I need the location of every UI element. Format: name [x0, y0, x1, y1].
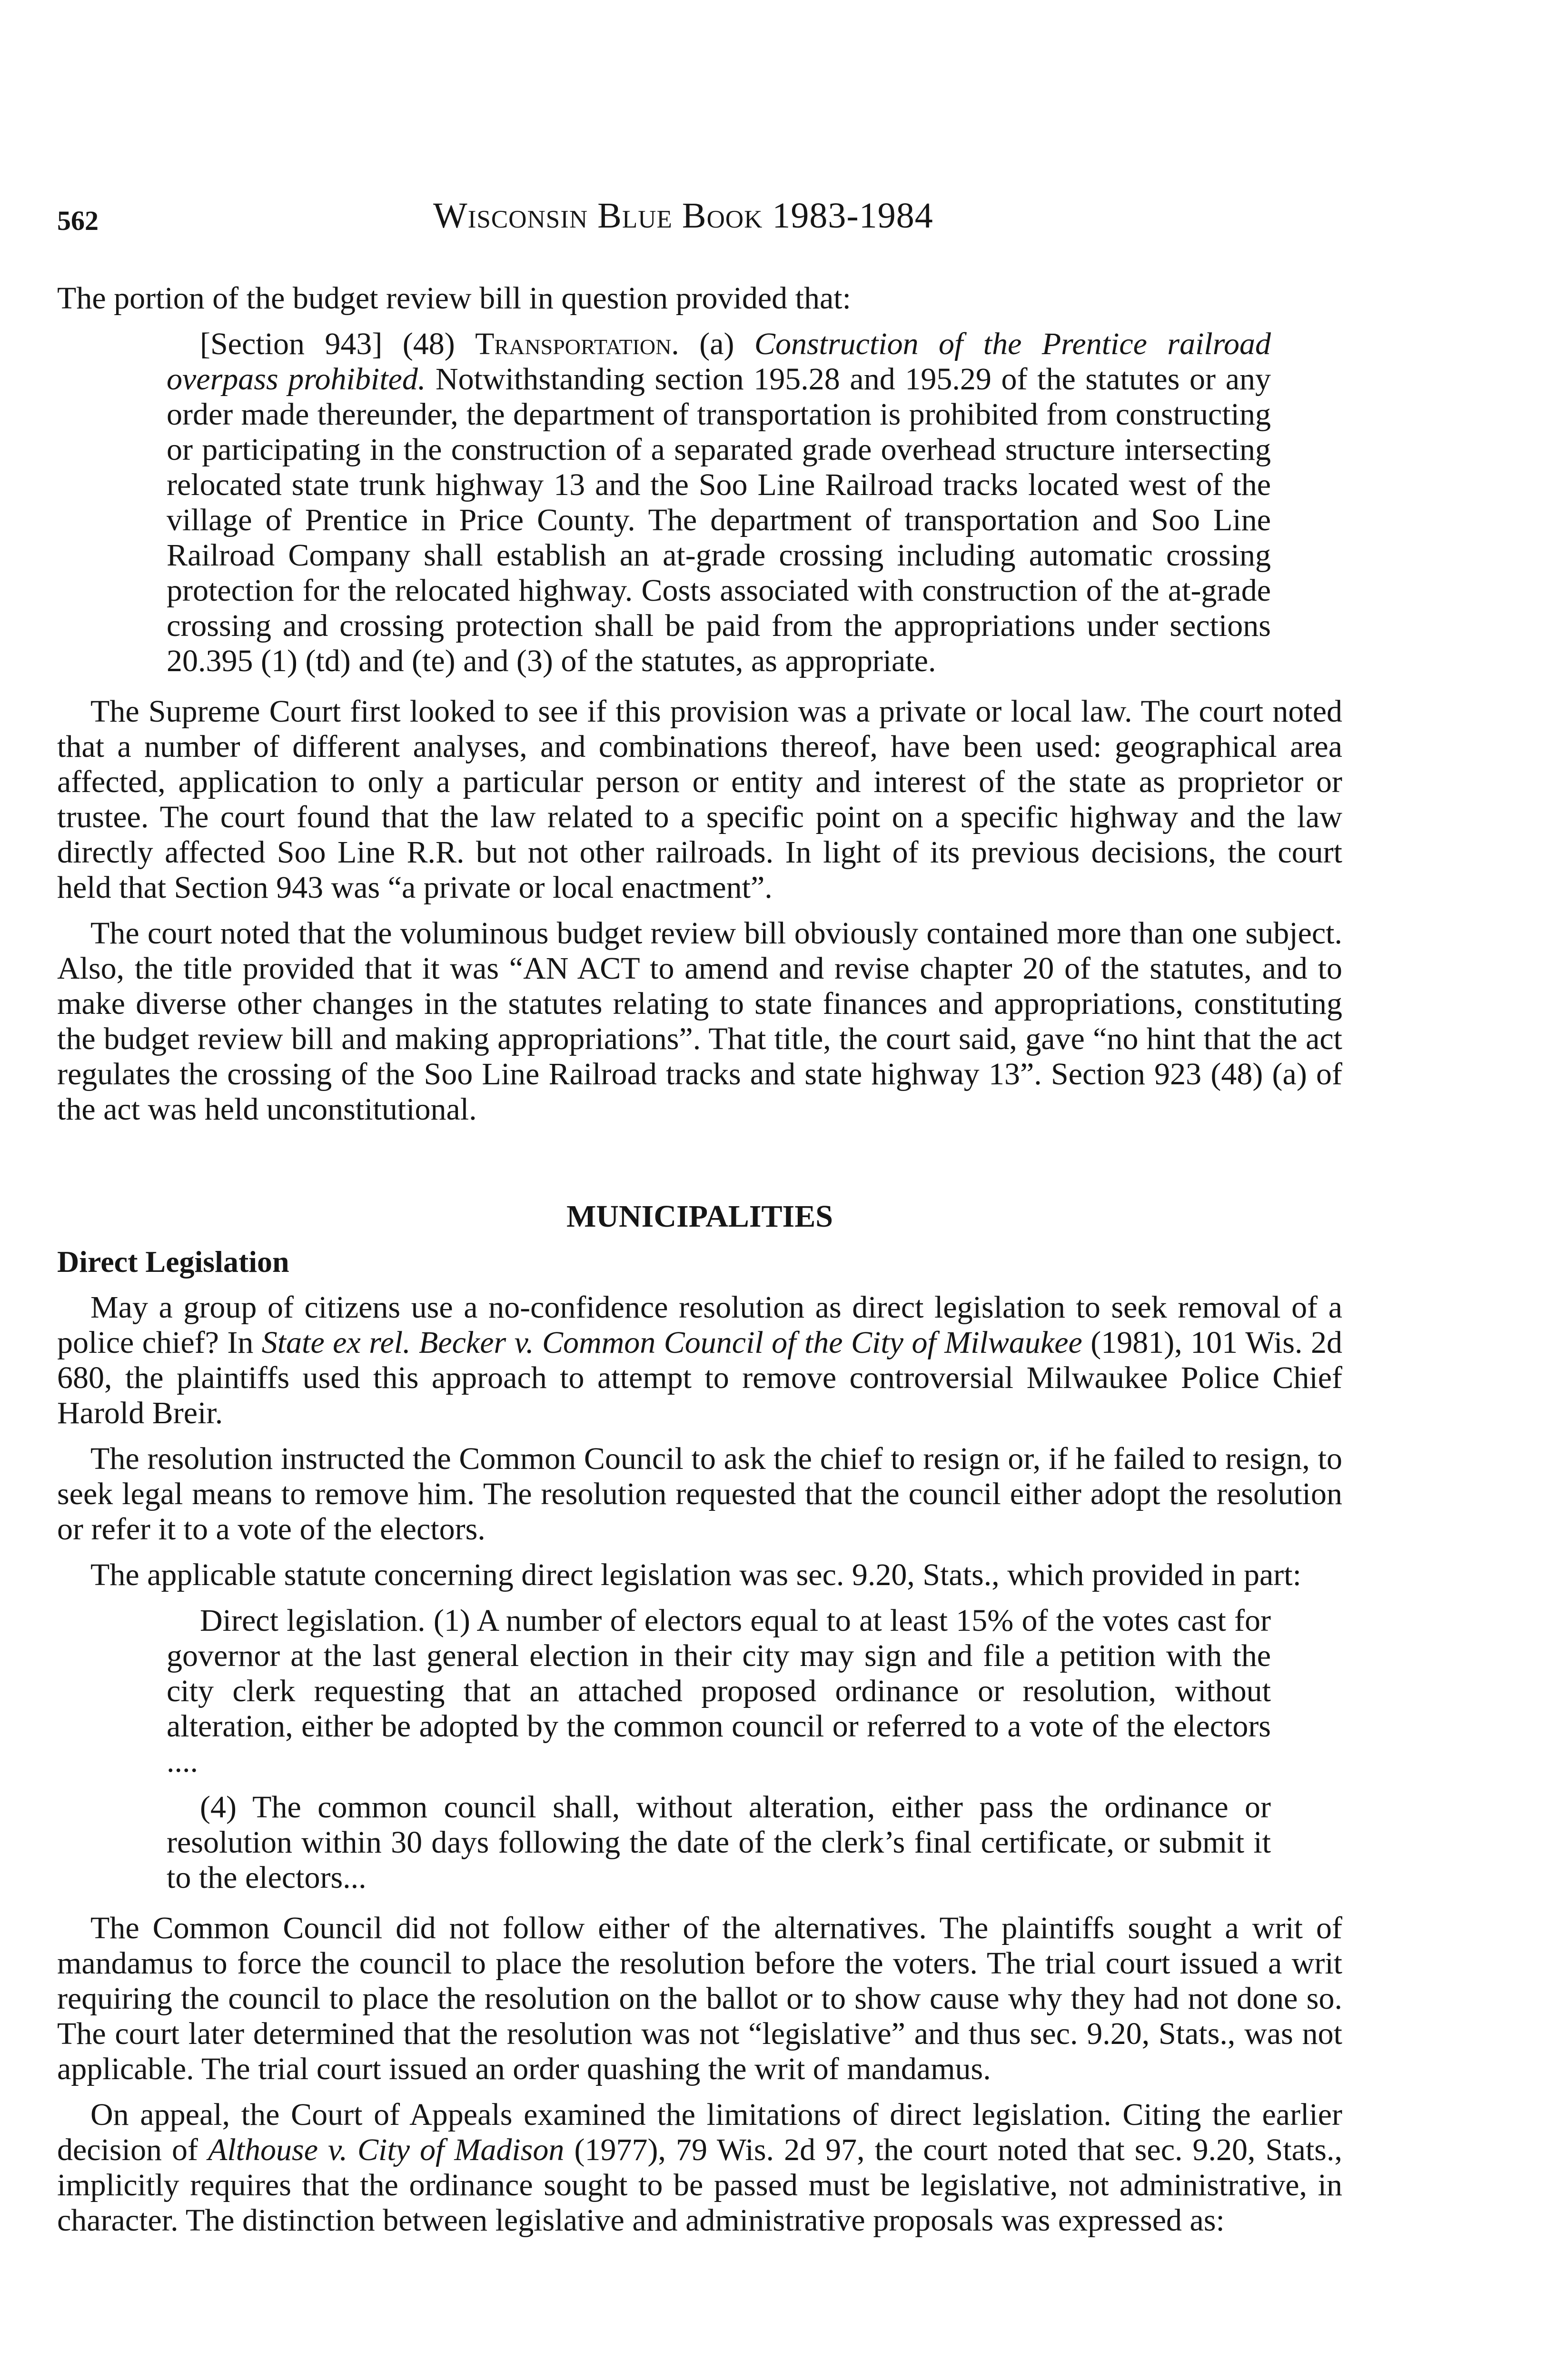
quote-transportation-label: Transportation. — [475, 327, 679, 361]
subsection-heading: Direct Legislation — [57, 1245, 289, 1279]
paragraph-supreme-court: The Supreme Court first looked to see if this provision was a private or local law. The court noted that a number of different analyses, and combinations thereof, have been used: geographical area affected, application to only a particular person or entity and interest of the state as proprietor or trustee. The court found that the law related to a specific point on a specific highway and the law directly affected Soo Line R.R. but not other railroads. In light of its previous decisions, the court held that Section 943 was “a private or local enactment”. — [57, 694, 1342, 905]
paragraph-common-council: The Common Council did not follow either of the alternatives. The plaintiffs sought a writ of mandamus to force the council to place the resolution before the voters. The trial court issued a writ requiring the council to place the resolution on the ballot or to show cause why they had not done so. The court later determined that the resolution was not “legislative” and thus sec. 9.20, Stats., was not applicable. The trial court issued an order quashing the writ of mandamus. — [57, 1911, 1342, 2086]
paragraph-applicable-statute: The applicable statute concerning direct legislation was sec. 9.20, Stats., which provided in part: — [90, 1557, 1301, 1592]
page-number: 562 — [57, 205, 99, 236]
paragraph-budget-bill: The court noted that the voluminous budget review bill obviously contained more than one subject. Also, the title provided that it was “AN ACT to amend and revise chapter 20 of the statutes, and to make diverse other changes in the statutes relating to state finances and appropriations, constituting the budget review bill and making appropriations”. That title, the court said, gave “no hint that the act regulates the crossing of the Soo Line Railroad tracks and state highway 13”. Section 923 (48) (a) of the act was held unconstitutional. — [57, 916, 1342, 1127]
paragraph-resolution: The resolution instructed the Common Council to ask the chief to resign or, if he failed to resign, to seek legal means to remove him. The resolution requested that the council either adopt the resolution or refer it to a vote of the electors. — [57, 1441, 1342, 1547]
intro-paragraph: The portion of the budget review bill in question provided that: — [57, 281, 851, 316]
becker-text-pre: May a group of citizens use a no-confidence resolution as direct legislation to seek removal of a police chief? In — [57, 1290, 1342, 1360]
appeals-text-pre: On appeal, the Court of Appeals examined the limitations of direct legislation. Citing the earlier decision of — [57, 2097, 1342, 2167]
quote-subsection-label: (a) — [679, 327, 754, 361]
becker-text-post: (1981), 101 Wis. 2d 680, the plaintiffs used this approach to attempt to remove controversial Milwaukee Police Chief Harold Breir. — [57, 1325, 1342, 1430]
statute-quote-section-943 — [167, 327, 1271, 679]
statute-quote-direct-legislation: Direct legislation. (1) A number of electors equal to at least 15% of the votes cast for governor at the last general election in their city may sign and file a petition with the city clerk requesting that an attached proposed ordinance or resolution, without alteration, either be adopted by the common council or referred to a vote of the electors .... — [167, 1603, 1271, 1779]
quote-italic-title: Construction of the Prentice railroad overpass prohibited. — [167, 327, 1271, 397]
quote-body: Notwithstanding section 195.28 and 195.29 of the statutes or any order made thereunder, the department of transportation is prohibited from constructing or participating in the construction of a separated grade overhead structure intersecting relocated state trunk highway 13 and the Soo Line Railroad tracks located west of the village of Prentice in Price County. The department of transportation and Soo Line Railroad Company shall establish an at-grade crossing including automatic crossing protection for the relocated highway. Costs associated with construction of the at-grade crossing and crossing protection shall be paid from the appropriations under sections 20.395 (1) (td) and (te) and (3) of the statutes, as appropriate. — [167, 362, 1271, 678]
page-body — [57, 281, 1342, 2238]
althouse-case-name: Althouse v. City of Madison — [208, 2132, 565, 2167]
paragraph-becker-case — [57, 1290, 1342, 1431]
section-heading: MUNICIPALITIES — [566, 1199, 833, 1234]
paragraph-court-of-appeals — [57, 2097, 1342, 2238]
becker-case-name: State ex rel. Becker v. Common Council of the City of Milwaukee — [261, 1325, 1082, 1360]
running-title: Wisconsin Blue Book 1983-1984 — [433, 196, 933, 236]
quote-section-label: [Section 943] (48) — [200, 327, 476, 361]
page-header — [57, 195, 1352, 248]
statute-quote-subsection-4: (4) The common council shall, without alteration, either pass the ordinance or resolution within 30 days following the date of the clerk’s final certificate, or submit it to the electors... — [167, 1790, 1271, 1895]
appeals-text-post: (1977), 79 Wis. 2d 97, the court noted that sec. 9.20, Stats., implicitly requires that the ordinance sought to be passed must be legislative, not administrative, in character. The distinction between legislative and administrative proposals was expressed as: — [57, 2132, 1342, 2238]
